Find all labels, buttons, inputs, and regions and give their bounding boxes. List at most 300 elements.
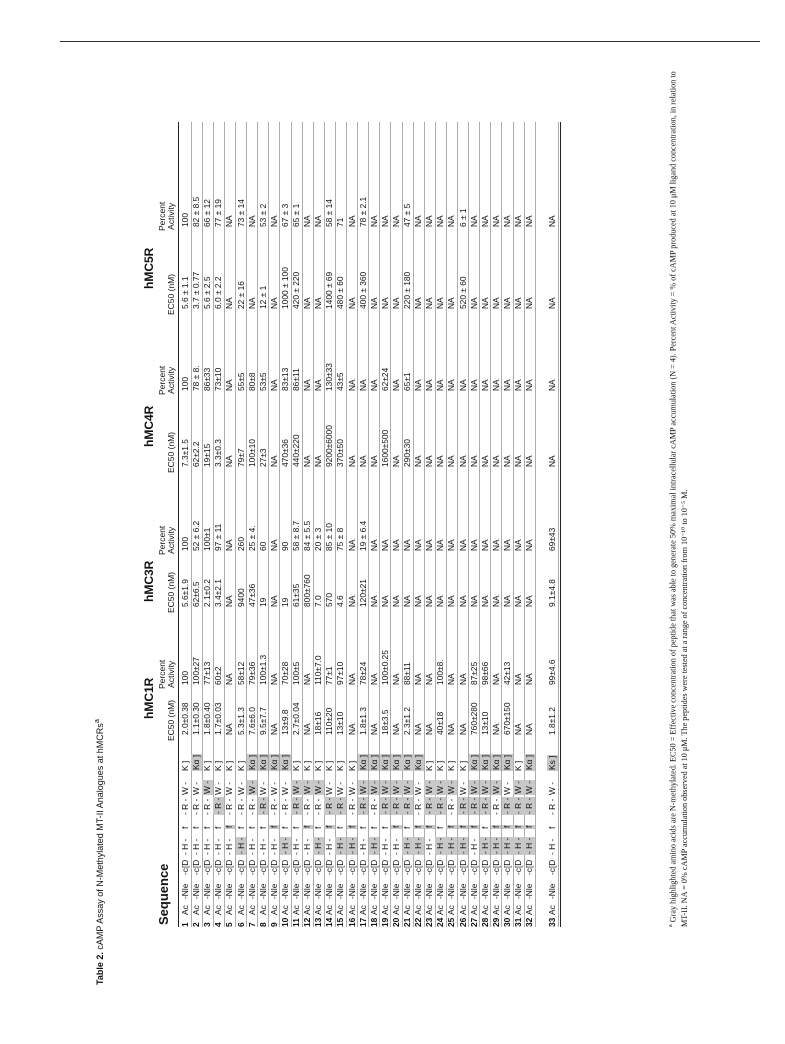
sequence-residue: - R - xyxy=(413,798,424,815)
ec50-value: NA xyxy=(524,595,535,607)
ec50-value: NA xyxy=(468,297,479,309)
table-bottom-rule xyxy=(560,122,561,927)
ec50-value: NA xyxy=(268,297,279,309)
sequence-residue: -c[D xyxy=(302,859,313,875)
sequence-residue: Ac xyxy=(513,905,523,915)
activity-value: 100±1 xyxy=(202,527,213,551)
sequence-residue: -c[D xyxy=(479,859,490,875)
sequence-residue: Kα ] xyxy=(402,754,412,770)
sequence-residue: -Nle xyxy=(257,883,268,899)
ec50-value: NA xyxy=(424,723,435,735)
sequence-residue: f xyxy=(324,825,335,828)
sequence-residue: f xyxy=(435,826,446,829)
sequence-residue: - R - xyxy=(346,798,357,815)
activity-value: 70±28 xyxy=(279,661,290,685)
sequence-residue: W - xyxy=(224,781,235,795)
ec50-value: NA xyxy=(390,455,401,467)
sequence-residue: Ac xyxy=(302,905,313,915)
sequence-residue: -c[D xyxy=(235,859,246,875)
ec50-header: EC50 (nM) xyxy=(166,273,176,315)
activity-value: 100 xyxy=(180,671,190,685)
sequence-residue: Ac xyxy=(213,905,224,915)
sequence-residue: - H - xyxy=(513,837,523,854)
ec50-value: 420 ± 220 xyxy=(291,271,301,309)
ec50-value: 3.4±2.1 xyxy=(213,579,224,607)
activity-value: 83±13 xyxy=(279,367,290,391)
sequence-residue: W - xyxy=(446,780,457,794)
table-row xyxy=(513,122,524,927)
sequence-residue: - R - xyxy=(446,798,457,815)
row-number: 7 xyxy=(246,922,257,927)
activity-value: NA xyxy=(457,379,468,391)
ec50-value: NA xyxy=(346,455,357,467)
sequence-residue: f xyxy=(501,825,512,828)
ec50-value: NA xyxy=(357,455,368,467)
activity-header-line2: Activity xyxy=(166,202,176,230)
table-row xyxy=(435,122,446,927)
ec50-value: 4.6 xyxy=(335,595,346,607)
activity-header xyxy=(158,526,176,555)
sequence-residue: -Nle xyxy=(524,883,535,899)
activity-header-line2: Activity xyxy=(166,660,176,688)
sequence-residue: -c[D xyxy=(346,859,357,875)
sequence-residue: K ] xyxy=(513,760,523,771)
sequence-residue: - R - xyxy=(435,797,446,814)
sequence-residue: -c[D xyxy=(457,859,468,875)
ec50-value: 3.3±0.3 xyxy=(213,439,224,467)
ec50-value: 7.3±1.5 xyxy=(180,439,190,467)
sequence-residue: - R - xyxy=(302,798,313,815)
ec50-value: NA xyxy=(513,723,523,735)
sequence-residue: - H - xyxy=(501,837,512,854)
ec50-value: NA xyxy=(524,297,535,309)
sequence-residue: -Nle xyxy=(268,883,279,899)
ec50-value: 370±50 xyxy=(335,439,346,467)
sequence-residue: -c[D xyxy=(357,859,368,875)
ec50-value: 62±2.2 xyxy=(191,441,202,467)
sequence-residue: Kα ] xyxy=(246,754,257,770)
sequence-residue: -Nle xyxy=(357,883,368,899)
sequence-residue: W - xyxy=(479,780,490,794)
activity-value: NA xyxy=(524,673,535,685)
activity-value: NA xyxy=(346,379,357,391)
activity-value: 86±33 xyxy=(202,367,213,391)
sequence-residue: -c[D xyxy=(446,859,457,875)
sequence-residue: -c[D xyxy=(180,859,190,875)
ec50-value: 9400 xyxy=(235,588,246,607)
activity-value: NA xyxy=(457,539,468,551)
sequence-residue: Ac xyxy=(524,905,535,915)
ec50-value: 1000 ± 100 xyxy=(279,267,290,309)
sequence-residue: Ac xyxy=(191,905,202,915)
ec50-value: 1400 ± 69 xyxy=(324,271,335,309)
ec50-value: NA xyxy=(424,595,435,607)
ec50-value: NA xyxy=(268,723,279,735)
ec50-header: EC50 (nM) xyxy=(166,431,176,473)
activity-value: NA xyxy=(446,673,457,685)
activity-value: NA xyxy=(346,539,357,551)
ec50-value: NA xyxy=(468,595,479,607)
ec50-value: NA xyxy=(224,723,235,735)
activity-value: NA xyxy=(513,379,523,391)
ec50-value: 570 xyxy=(324,593,335,607)
sequence-residue: - H - xyxy=(268,838,279,855)
sequence-residue: K ] xyxy=(457,760,468,771)
sequence-residue: - R - xyxy=(235,798,246,815)
sequence-residue: - H - xyxy=(490,837,501,854)
sequence-residue: Ac xyxy=(235,905,246,915)
activity-value: 20 ± 3 xyxy=(313,527,324,551)
activity-value: 55±5 xyxy=(235,372,246,391)
sequence-residue: Ac xyxy=(268,905,279,915)
sequence-residue: - H - xyxy=(435,837,446,854)
sequence-residue: W - xyxy=(379,780,390,794)
sequence-residue: -c[D xyxy=(268,859,279,875)
sequence-residue: - H - xyxy=(291,838,301,855)
sequence-residue: Ac xyxy=(335,905,346,915)
ec50-value: 79±7 xyxy=(235,448,246,467)
sequence-residue: - R - xyxy=(402,797,412,814)
sequence-residue: Ac xyxy=(257,905,268,915)
ec50-value: NA xyxy=(246,297,257,309)
sequence-residue: -Nle xyxy=(235,883,246,899)
activity-value: 65 ± 1 xyxy=(291,203,301,227)
activity-value: NA xyxy=(313,215,324,227)
sequence-residue: - H - xyxy=(457,837,468,854)
sequence-residue: f xyxy=(513,825,523,828)
sequence-residue: - R - xyxy=(202,798,213,815)
activity-value: NA xyxy=(524,379,535,391)
sequence-residue: - R - xyxy=(357,797,368,814)
sequence-residue: - H - xyxy=(202,838,213,855)
activity-value: NA xyxy=(424,539,435,551)
sequence-residue: Ac xyxy=(413,905,424,915)
activity-value: 100 xyxy=(180,537,190,551)
sequence-residue: - R - xyxy=(479,797,490,814)
ec50-value: 5.6 ± 1.1 xyxy=(180,276,190,309)
ec50-value: 13±10 xyxy=(335,711,346,735)
activity-value: 97±10 xyxy=(335,661,346,685)
table-row xyxy=(302,122,313,927)
ec50-value: 480 ± 60 xyxy=(335,276,346,309)
table-row xyxy=(524,122,535,927)
ec50-value: 220 ± 180 xyxy=(402,271,412,309)
sequence-residue: f xyxy=(479,826,490,829)
activity-value: NA xyxy=(368,215,379,227)
ec50-value: NA xyxy=(457,455,468,467)
sequence-residue: Kα ] xyxy=(379,754,390,770)
row-number: 26 xyxy=(457,917,468,927)
sequence-residue: - R - xyxy=(313,798,324,815)
activity-value: 100±0.25 xyxy=(379,650,390,685)
activity-value: NA xyxy=(379,215,390,227)
row-number: 28 xyxy=(479,917,490,927)
sequence-residue: Ac xyxy=(468,905,479,915)
ec50-value: NA xyxy=(346,723,357,735)
sequence-residue: f xyxy=(291,826,301,829)
activity-value: NA xyxy=(424,215,435,227)
table-row xyxy=(380,122,391,927)
table-row xyxy=(547,122,558,927)
table-row xyxy=(358,122,369,927)
activity-value: 19 ± 6.4 xyxy=(357,520,368,551)
sequence-residue: W - xyxy=(191,781,202,795)
ec50-value: NA xyxy=(346,297,357,309)
sequence-residue: - H - xyxy=(402,837,412,854)
activity-value: NA xyxy=(268,215,279,227)
sequence-header: Sequence xyxy=(156,863,171,925)
sequence-residue: -c[D xyxy=(368,859,379,875)
activity-value: NA xyxy=(413,673,424,685)
table-row xyxy=(480,122,491,927)
sequence-residue: - R - xyxy=(180,798,190,815)
sequence-residue: -Nle xyxy=(402,883,412,899)
sequence-residue: Kα ] xyxy=(479,754,490,770)
ec50-value: 3.7 ± 0.77 xyxy=(191,271,202,309)
sequence-residue: f xyxy=(235,826,246,829)
ec50-value: NA xyxy=(268,595,279,607)
activity-value: NA xyxy=(468,215,479,227)
sequence-residue: -c[D xyxy=(402,859,412,875)
sequence-residue: W - xyxy=(279,781,290,795)
activity-value: NA xyxy=(224,215,235,227)
sequence-residue: -Nle xyxy=(479,883,490,899)
sequence-residue: -Nle xyxy=(501,883,512,899)
ec50-value: 2.0±0.38 xyxy=(180,702,190,735)
activity-header-line1: Percent xyxy=(157,659,167,689)
ec50-value: NA xyxy=(224,595,235,607)
sequence-residue: Ks ] xyxy=(547,755,558,770)
ec50-value: 440±220 xyxy=(291,434,301,467)
receptor-header: hMC5R xyxy=(142,247,156,289)
activity-value: NA xyxy=(368,539,379,551)
table-row xyxy=(202,122,213,927)
ec50-value: NA xyxy=(524,723,535,735)
sequence-residue: W - xyxy=(457,781,468,795)
sequence-residue: - R - xyxy=(324,797,335,814)
sequence-residue: -Nle xyxy=(202,883,213,899)
activity-value: 86±11 xyxy=(291,368,301,391)
sequence-residue: Ac xyxy=(390,905,401,915)
row-number: 11 xyxy=(291,918,301,927)
sequence-residue: Kα ] xyxy=(368,754,379,770)
activity-value: 52 ± 6.2 xyxy=(191,520,202,551)
sequence-residue: W - xyxy=(357,780,368,794)
sequence-residue: - R - xyxy=(213,797,224,814)
ec50-value: 61±35 xyxy=(291,583,301,607)
row-separator xyxy=(535,122,536,927)
row-number: 6 xyxy=(235,922,246,927)
table-row xyxy=(391,122,402,927)
sequence-residue: Kα ] xyxy=(279,754,290,770)
ec50-value: NA xyxy=(446,595,457,607)
sequence-residue: K ] xyxy=(213,760,224,771)
row-number: 1 xyxy=(180,922,190,927)
activity-value: 85 ± 10 xyxy=(324,523,335,551)
ec50-value: NA xyxy=(313,455,324,467)
sequence-residue: Kα ] xyxy=(268,754,279,770)
activity-header-line1: Percent xyxy=(157,201,167,231)
sequence-residue: - R - xyxy=(335,797,346,814)
row-number: 13 xyxy=(313,917,324,927)
activity-value: 75 ± 8 xyxy=(335,527,346,551)
ec50-value: NA xyxy=(547,297,558,309)
sequence-residue: Ac xyxy=(446,905,457,915)
sequence-residue: -c[D xyxy=(424,859,435,875)
activity-value: 58±12 xyxy=(235,661,246,685)
sequence-residue: Ac xyxy=(246,905,257,915)
ec50-value: 1.8±0.40 xyxy=(202,702,213,735)
ec50-value: NA xyxy=(446,455,457,467)
ec50-value: 2.7±0.04 xyxy=(291,702,301,735)
sequence-residue: -c[D xyxy=(246,859,257,875)
activity-value: 100±27 xyxy=(191,657,202,685)
sequence-residue: - H - xyxy=(224,838,235,855)
sequence-residue: f xyxy=(413,825,424,828)
ec50-value: NA xyxy=(435,297,446,309)
ec50-value: NA xyxy=(490,723,501,735)
sequence-residue: f xyxy=(180,826,190,829)
sequence-residue: W - xyxy=(324,781,335,795)
sequence-residue: -c[D xyxy=(313,859,324,875)
sequence-residue: -c[D xyxy=(191,859,202,875)
ec50-value: 760±280 xyxy=(468,702,479,735)
activity-value: NA xyxy=(302,379,313,391)
sequence-residue: K ] xyxy=(180,760,190,771)
sequence-residue: Ac xyxy=(180,905,190,915)
activity-header xyxy=(158,660,176,689)
sequence-residue: f xyxy=(524,825,535,828)
activity-value: 100±5 xyxy=(291,661,301,685)
activity-value: NA xyxy=(390,215,401,227)
ec50-value: NA xyxy=(435,595,446,607)
sequence-residue: - H - xyxy=(257,838,268,855)
activity-value: NA xyxy=(424,379,435,391)
activity-value: 100±1.3 xyxy=(257,654,268,685)
ec50-value: 800±760 xyxy=(302,574,313,607)
sequence-residue: W - xyxy=(413,781,424,795)
sequence-residue: W - xyxy=(524,780,535,794)
activity-value: 130±33 xyxy=(324,363,335,391)
sequence-residue: -c[D xyxy=(224,859,235,875)
footnote-sup: a xyxy=(668,924,674,927)
ec50-value: NA xyxy=(368,455,379,467)
table-row xyxy=(413,122,424,927)
sequence-residue: f xyxy=(213,826,224,829)
sequence-residue: Ac xyxy=(291,905,301,915)
caption-text: cAMP Assay of N-Methylated MT-II Analogues at hMCRs xyxy=(95,723,105,950)
ec50-value: 100±10 xyxy=(246,439,257,467)
activity-value: 43±5 xyxy=(335,372,346,391)
sequence-residue: -Nle xyxy=(435,883,446,899)
activity-value: NA xyxy=(413,379,424,391)
ec50-value: 120±21 xyxy=(357,579,368,607)
ec50-value: NA xyxy=(501,595,512,607)
activity-value: NA xyxy=(547,379,558,391)
activity-value: 78±24 xyxy=(357,661,368,685)
sequence-residue: -c[D xyxy=(390,859,401,875)
table-row xyxy=(258,122,269,927)
ec50-value: 1.1±0.30 xyxy=(191,702,202,735)
sequence-residue: - R - xyxy=(257,797,268,814)
sequence-residue: - H - xyxy=(424,838,435,855)
sequence-residue: f xyxy=(457,825,468,828)
ec50-value: 9200±6000 xyxy=(324,425,335,467)
sequence-residue: - H - xyxy=(479,837,490,854)
activity-value: 99±4.6 xyxy=(547,659,558,685)
sequence-residue: Kα ] xyxy=(357,754,368,770)
ec50-value: 1.8±1.3 xyxy=(357,707,368,735)
activity-value: 82 ± 8.5 xyxy=(191,196,202,227)
ec50-value: NA xyxy=(468,455,479,467)
activity-value: NA xyxy=(302,673,313,685)
sequence-residue: -Nle xyxy=(291,883,301,899)
sequence-residue: -Nle xyxy=(313,883,324,899)
sequence-residue: Ac xyxy=(379,905,390,915)
ec50-value: 400 ± 360 xyxy=(357,271,368,309)
row-number: 8 xyxy=(257,922,268,927)
activity-value: 88±11 xyxy=(402,662,412,685)
activity-value: 60±2 xyxy=(213,666,224,685)
sequence-residue: Ac xyxy=(202,905,213,915)
sequence-residue: -Nle xyxy=(224,883,235,899)
sequence-residue: K ] xyxy=(302,760,313,771)
activity-value: NA xyxy=(501,215,512,227)
ec50-value: 19 xyxy=(257,597,268,607)
ec50-value: NA xyxy=(413,455,424,467)
row-separator xyxy=(558,122,559,927)
activity-value: NA xyxy=(413,539,424,551)
ec50-value: 5.6±1.9 xyxy=(180,579,190,607)
ec50-value: NA xyxy=(413,723,424,735)
ec50-value: NA xyxy=(513,595,523,607)
table-row xyxy=(191,122,202,927)
sequence-residue: f xyxy=(224,825,235,828)
ec50-value: 6.0 ± 2.2 xyxy=(213,276,224,309)
activity-header xyxy=(158,366,176,395)
sequence-residue: K ] xyxy=(202,760,213,771)
sequence-residue: - H - xyxy=(246,838,257,855)
activity-value: NA xyxy=(390,539,401,551)
ec50-value: NA xyxy=(513,297,523,309)
sequence-residue: - R - xyxy=(191,798,202,815)
sequence-residue: -c[D xyxy=(490,859,501,875)
sequence-residue: W - xyxy=(547,781,558,795)
table-row xyxy=(313,122,324,927)
sequence-residue: Ac xyxy=(279,905,290,915)
table-row xyxy=(247,122,258,927)
sequence-residue: -Nle xyxy=(547,883,558,899)
ec50-value: NA xyxy=(268,455,279,467)
ec50-value: NA xyxy=(302,723,313,735)
sequence-residue: -c[D xyxy=(213,859,224,875)
activity-value: 6 ± 1 xyxy=(457,208,468,227)
sequence-residue: f xyxy=(346,825,357,828)
activity-value: 98±66 xyxy=(479,661,490,685)
activity-value: 58 ± 14 xyxy=(324,199,335,227)
activity-value: NA xyxy=(479,215,490,227)
ec50-header: EC50 (nM) xyxy=(166,699,176,741)
table-row xyxy=(224,122,235,927)
ec50-value: NA xyxy=(547,455,558,467)
activity-value: NA xyxy=(501,539,512,551)
sequence-residue: - R - xyxy=(379,797,390,814)
row-number: 12 xyxy=(302,917,313,927)
activity-value: NA xyxy=(490,673,501,685)
activity-value: NA xyxy=(268,673,279,685)
sequence-residue: Ac xyxy=(324,905,335,915)
table-row xyxy=(280,122,291,927)
